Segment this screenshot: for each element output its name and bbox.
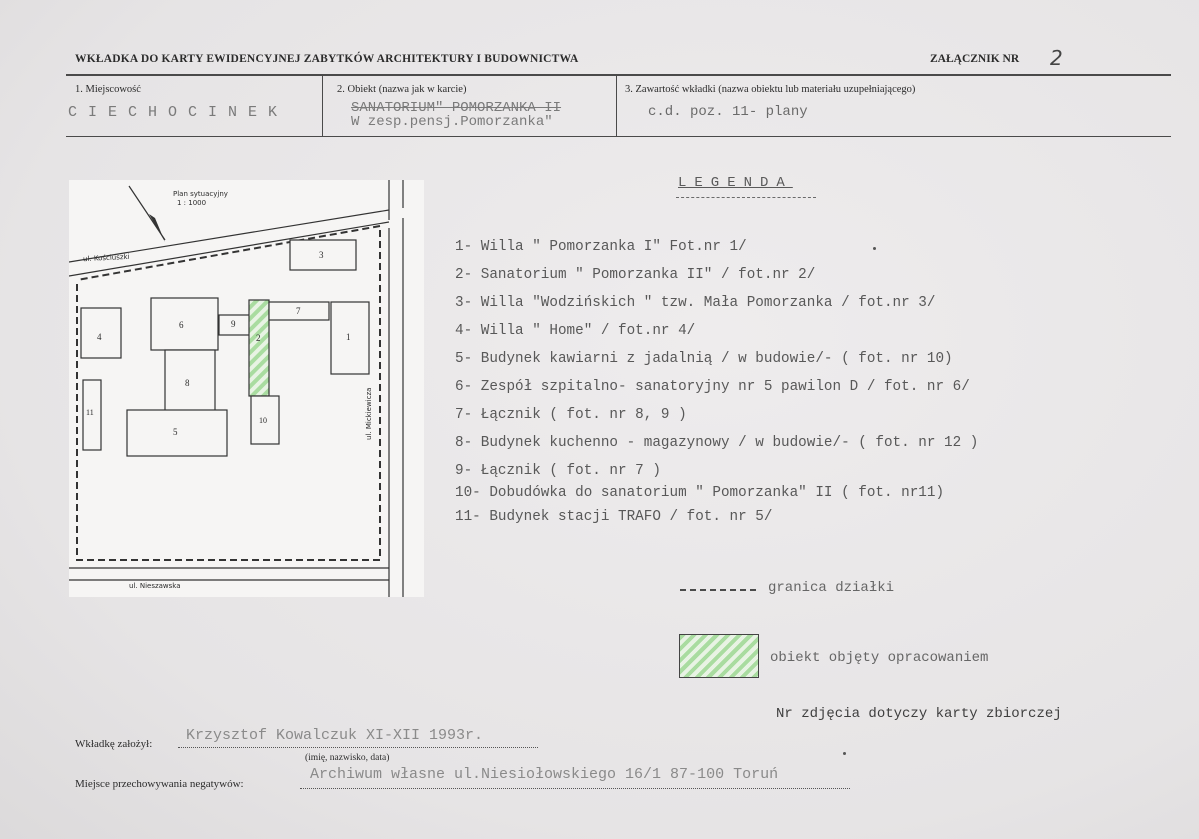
legend-list: [455, 238, 978, 536]
negatives-value: Archiwum własne ul.Niesiołowskiego 16/1 87-100 Toruń: [310, 766, 779, 783]
card-title: WKŁADKA DO KARTY EWIDENCYJNEJ ZABYTKÓW ARCHITEKTURY I BUDOWNICTWA: [75, 53, 579, 65]
building-label: 7: [296, 306, 301, 316]
created-by-sub: (imię, nazwisko, data): [305, 753, 390, 763]
boundary-key-label: granica działki: [768, 580, 895, 596]
legend-item: 1- Willa " Pomorzanka I" Fot.nr 1/: [455, 239, 747, 255]
site-plan: [69, 180, 424, 597]
building-label: 10: [259, 416, 267, 425]
ink-dot: [843, 752, 846, 755]
negatives-line: [300, 788, 850, 789]
street-north-label: ul. Kościuszki: [82, 252, 130, 264]
building-label: 3: [319, 250, 324, 260]
plot-boundary: [77, 226, 380, 560]
content-label: 3. Zawartość wkładki (nazwa obiektu lub materiału uzupełniającego): [625, 84, 916, 95]
created-by-value: Krzysztof Kowalczuk XI-XII 1993r.: [186, 727, 484, 744]
north-arrow-icon: [129, 186, 165, 242]
legend-item: 9- Łącznik ( fot. nr 7 ): [455, 463, 661, 479]
street-south-label: ul. Nieszawska: [129, 582, 181, 590]
object-label: 2. Obiekt (nazwa jak w karcie): [337, 84, 467, 95]
field-divider-2: [616, 74, 617, 136]
field-divider-1: [322, 74, 323, 136]
legend-item: 3- Willa "Wodzińskich " tzw. Mała Pomorzanka / fot.nr 3/: [455, 295, 936, 311]
building-6: [151, 298, 218, 350]
annex-label: ZAŁĄCZNIK NR: [930, 53, 1020, 65]
legend-item: 11- Budynek stacji TRAFO / fot. nr 5/: [455, 509, 773, 525]
legend-item: 4- Willa " Home" / fot.nr 4/: [455, 323, 696, 339]
building-label: 4: [97, 332, 102, 342]
legend-item: 10- Dobudówka do sanatorium " Pomorzanka" II ( fot. nr11): [455, 485, 945, 501]
photo-note: Nr zdjęcia dotyczy karty zbiorczej: [776, 706, 1062, 722]
fields-rule: [66, 136, 1171, 137]
legend-item: 8- Budynek kuchenno - magazynowy / w budowie/- ( fot. nr 12 ): [455, 435, 979, 451]
hatch-key-label: obiekt objęty opracowaniem: [770, 650, 989, 666]
building-label: 1: [346, 332, 351, 342]
hatch-key-swatch: [679, 634, 759, 678]
content-value: c.d. poz. 11- plany: [648, 104, 808, 120]
legend-item: 6- Zespół szpitalno- sanatoryjny nr 5 pawilon D / fot. nr 6/: [455, 379, 970, 395]
header-rule: [66, 74, 1171, 76]
locality-label: 1. Miejscowość: [75, 84, 141, 95]
boundary-key-line: [680, 589, 756, 591]
building-label: 5: [173, 427, 178, 437]
object-value-line1: SANATORIUM" POMORZANKA II: [351, 100, 562, 116]
locality-value: CIECHOCINEK: [68, 104, 289, 121]
building-label: 11: [86, 408, 94, 417]
plan-scale: 1 : 1000: [177, 199, 207, 207]
building-label: 2: [256, 333, 261, 343]
legend-underline: [676, 197, 816, 198]
building-label: 8: [185, 378, 190, 388]
street-east-label: ul. Mickiewicza: [365, 387, 373, 440]
building-8: [165, 350, 215, 412]
legend-title: LEGENDA: [678, 175, 793, 191]
ink-dot: [873, 247, 876, 250]
plan-title: Plan sytuacyjny: [173, 190, 228, 198]
object-value-line2: W zesp.pensj.Pomorzanka": [351, 114, 553, 130]
annex-number: 2: [1050, 46, 1063, 70]
building-2: [249, 300, 269, 396]
created-by-label: Wkładkę założył:: [75, 738, 153, 750]
negatives-label: Miejsce przechowywania negatywów:: [75, 778, 244, 790]
building-label: 6: [179, 320, 184, 330]
created-by-line: [178, 747, 538, 748]
building-label: 9: [231, 319, 236, 329]
legend-item: 2- Sanatorium " Pomorzanka II" / fot.nr 2/: [455, 267, 816, 283]
legend-item: 5- Budynek kawiarni z jadalnią / w budowie/- ( fot. nr 10): [455, 351, 953, 367]
legend-item: 7- Łącznik ( fot. nr 8, 9 ): [455, 407, 687, 423]
